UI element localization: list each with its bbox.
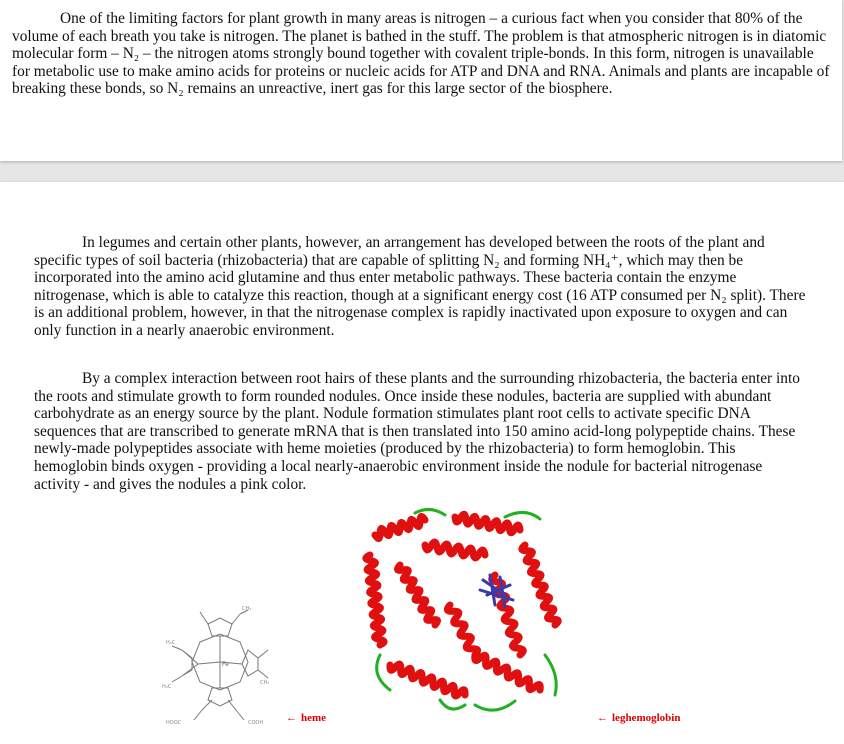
alpha-helix — [522, 545, 558, 625]
paragraph-legumes: In legumes and certain other plants, however, an arrangement has developed between the roots of the plant and specific types of soil bacteria (rhizobacteria) that are capable of splitting N₂ and forming NH₄⁺, which may then be incorporated into the amino acid glutamine and thus enter metabolic pathways. These bacteria contain the enzyme nitrogenase, which is able to catalyze this reaction, though at a significant energy cost (16 ATP consumed per N₂ split). There is an additional problem, however, in that the nitrogenase complex is rapidly inactivated upon exposure to oxygen and can only function in a nearly anaerobic environment. — [34, 234, 806, 339]
loop-segment — [440, 700, 465, 709]
heme-label-2: CH₃ — [242, 606, 252, 612]
document-page-1 — [0, 0, 842, 161]
alpha-helix — [375, 516, 425, 538]
left-arrow-icon: ← — [286, 712, 297, 724]
paragraph-nodules: By a complex interaction between root hairs of these plants and the surrounding rhizobacteria, the bacteria enter into the roots and stimulate growth to form rounded nodules. Once inside these nodules, bacteria are supplied with abundant carbohydrate as an energy source by the plant. Nodule formation stimulates plant root cells to activate specific DNA sequences that are transcribed to generate mRNA that is then translated into 150 amino acid-long polypeptide chains. These newly-made polypeptides associate with heme moieties (produced by the rhizobacteria) to form hemoglobin. This hemoglobin binds oxygen - providing a local nearly-anaerobic environment inside the nodule for bacterial nitrogenase activity - and gives the nodules a pink color. — [34, 370, 800, 493]
loop-segment — [545, 655, 556, 695]
document-page-2 — [0, 182, 844, 744]
svg-text:Fe: Fe — [222, 661, 229, 668]
alpha-helix — [366, 555, 384, 645]
heme-label-6: COOH — [248, 720, 264, 726]
heme-label-4: CH₃ — [260, 680, 270, 686]
leghemoglobin-caption-text: leghemoglobin — [612, 712, 681, 724]
heme-caption-text: heme — [301, 712, 327, 724]
heme-caption — [286, 712, 326, 724]
left-arrow-icon: ← — [597, 712, 608, 724]
alpha-helix — [447, 605, 477, 655]
alpha-helix — [390, 664, 465, 696]
heme-label-1: H₃C — [166, 640, 176, 646]
loop-segment — [377, 655, 390, 690]
leghemoglobin-ribbon-structure — [355, 505, 575, 717]
loop-segment — [475, 701, 515, 710]
heme-label-5: HOOC — [166, 720, 182, 726]
alpha-helix — [455, 514, 520, 533]
heme-label-3: H₃C — [162, 684, 172, 690]
paragraph-nitrogen-intro: One of the limiting factors for plant growth in many areas is nitrogen – a curious fact when you consider that 80% of the volume of each breath you take is nitrogen. The planet is bathed in the stuff. The problem is that atmospheric nitrogen is in diatomic molecular form – N₂ – the nitrogen atoms strongly bound together with covalent triple-bonds. In this form, nitrogen is unavailable for metabolic use to make amino acids for proteins or nucleic acids for ATP and DNA and RNA. Animals and plants are incapable of breaking these bonds, so N₂ remains an unreactive, inert gas for this large sector of the biosphere. — [12, 10, 830, 98]
alpha-helix — [475, 655, 541, 690]
heme-structure-diagram — [160, 602, 280, 727]
alpha-helix — [397, 565, 437, 625]
leghemoglobin-caption — [597, 712, 680, 724]
alpha-helix — [425, 542, 485, 558]
loop-segment — [505, 512, 540, 519]
